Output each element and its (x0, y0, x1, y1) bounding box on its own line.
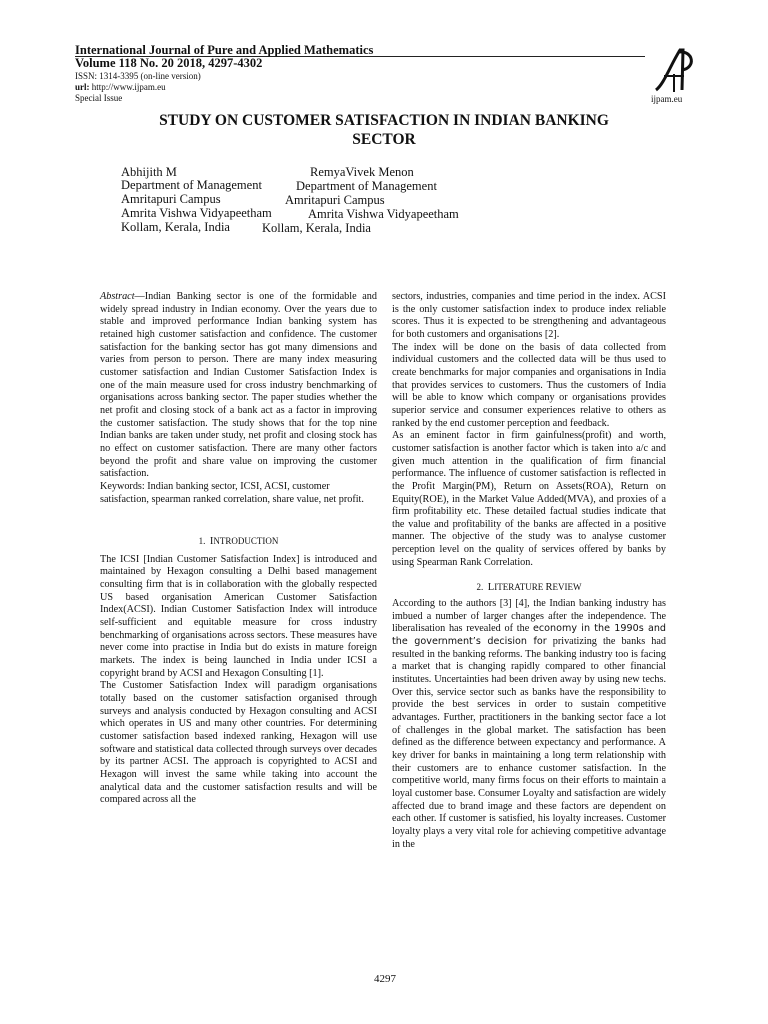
author-university: Amrita Vishwa Vidyapeetham (121, 206, 272, 220)
title-line-1: STUDY ON CUSTOMER SATISFACTION IN INDIAN BANKING (159, 112, 609, 129)
author-name-2: RemyaVivek Menon (310, 165, 414, 179)
issn-line: ISSN: 1314-3395 (on-line version) (75, 71, 201, 81)
special-issue: Special Issue (75, 93, 123, 103)
script-font-text: economy in the 1990s and the government’s decision for (392, 623, 667, 648)
author-location-2: Kollam, Kerala, India (262, 221, 371, 235)
author-university-2: Amrita Vishwa Vidyapeetham (308, 207, 459, 221)
title-line-2: SECTOR (352, 131, 416, 148)
keywords: Keywords: Indian banking sector, ICSI, ACSI, customer satisfaction, spearman ranked correlation, share value, net profit. (100, 480, 364, 505)
url-line (75, 82, 166, 93)
right-paragraph-2: The index will be done on the basis of data collected from individual customers and the collected data will be thus used to create benchmarks for major companies and organisations in India that provides services to customers. Thus the customers of India will be able to know which company or organisations provides superior service and consumer experiences relative to others as ranked by the end customer perception and feedback. (392, 341, 666, 429)
paper-title (120, 111, 648, 149)
journal-url[interactable]: http://www.ijpam.eu (91, 82, 166, 92)
section-heading-literature-review: 2. LITERATURE REVIEW (476, 582, 582, 594)
abstract-label: Abstract (100, 291, 135, 302)
author-campus-2: Amritapuri Campus (285, 193, 385, 207)
right-paragraph-1: sectors, industries, companies and time period in the index. ACSI is the only customer satisfaction index to produce index reliable scores. Thus it is expected to be strengthening and advantageous for both customers and organisations [2]. (392, 291, 666, 340)
left-column (100, 291, 377, 807)
section-heading-introduction: 1. INTRODUCTION (198, 536, 279, 548)
author-location: Kollam, Kerala, India (121, 220, 230, 234)
author-name: Abhijith M (121, 165, 177, 179)
abstract (100, 291, 377, 481)
author-dept: Department of Management (121, 178, 262, 192)
intro-paragraph-1: The ICSI [Indian Customer Satisfaction Index] is introduced and maintained by Hexagon consulting a Delhi based management consulting firm that is in collaboration with the globally respected US based organisation American Customer Satisfaction Index(ACSI). Indian Customer Satisfaction Index will introduce self-sufficient and equitable measure for cross industry benchmarking of organisations across sectors. These measures have never come into practise in India but do exists in mature foreign markets. The index is being launched in India under ICSI a copyright brand by ACSI and Hexagon Consulting [1]. (100, 553, 377, 679)
journal-logo (650, 44, 698, 100)
page-number: 4297 (374, 973, 396, 985)
volume-line: Volume 118 No. 20 2018, 4297-4302 (75, 56, 263, 70)
url-label: url: (75, 82, 90, 92)
author-campus: Amritapuri Campus (121, 192, 221, 206)
intro-paragraph-2: The Customer Satisfaction Index will paradigm organisations totally based on the customer satisfaction organised through surveys and analysis conducted by Hexagon consulting and ACSI which operates in US and many other countries. For determining customer satisfaction based indexed ranking, Hexagon will use software and statistical data collected through surveys over decades by its partner ACSI. The approach is copyrighted to ACSI and Hexagon will invest the same while taking into account the analytical data and the customer satisfaction results and will be compared across all the (100, 680, 377, 806)
literature-paragraph: According to the authors [3] [4], the Indian banking industry has imbued a number of larger changes after the independence. The liberalisation has revealed of the economy in the 1990s and the government’s decision for privatizing the banks had resulted in the banking reforms. The banking industry too is facing a market that is changing rapidly compared to other financial institutes. Uncertainties had been driven away by using new techs. Over this, service sector such as banks have the responsibility to provide the best services in order to sustain competitive advantages. Further, practitioners in the banking sector face a lot of challenges in the global market. The satisfaction has been defined as the difference between expectancy and performance. A key driver for banks in maintaining a long term relationship with their customers are to enhance customer satisfaction. In the competitive world, many firms focus on their efforts to maintain a loyal customer base. Consumer Loyalty and satisfaction are widely affected due to brand image and these factors are dependent on each other. If customer is satisfied, his loyalty increases. Customer loyalty plays a very vital role for achieving competitive advantage in the (392, 598, 667, 850)
right-paragraph-3: As an eminent factor in firm gainfulness(profit) and worth, customer satisfaction is another factor which is taken into a/c and given much attention in the qualification of firm financial performance. The influence of customer satisfaction is reflected in the Profit Margin(PM), Return on Assets(ROA), Return on Equity(ROE), in the Market Value Added(MVA), and proxies of a firm profitability etc. These detailed factual studies indicate that the value and profitability of the banks are affected in a positive manner. The objective of the study was to analyse customer perception level on the quality of services offered by banks by using Spearman Rank Correlation. (392, 430, 666, 568)
right-column (392, 291, 666, 851)
logo-caption: ijpam.eu (651, 94, 683, 104)
journal-name: International Journal of Pure and Applied Mathematics (75, 43, 374, 57)
abstract-text: —Indian Banking sector is one of the formidable and widely spread industry in Indian economy. Over the years due to stable and improved performance Indian banking system has retained high customer satisfaction and confidence. The customer satisfaction for the banking sector has got many dimensions and varies from person to person. There are many index measuring customer satisfaction and Indian Customer Satisfaction Index is one of the main measure used for cross industry benchmarking of organisations across banking sector. The paper studies whether the net profit and closing stock of a bank act as a factor in improving the customer satisfaction. The study shows that for the top nine Indian banks are taken under study, net profit and closing stock has no effect on customer satisfaction. There are many other factors beyond the profit and share value on improving the customer satisfaction. (100, 291, 377, 480)
author-dept-2: Department of Management (296, 179, 437, 193)
header-rule (75, 56, 645, 57)
author-block-1 (121, 165, 272, 234)
